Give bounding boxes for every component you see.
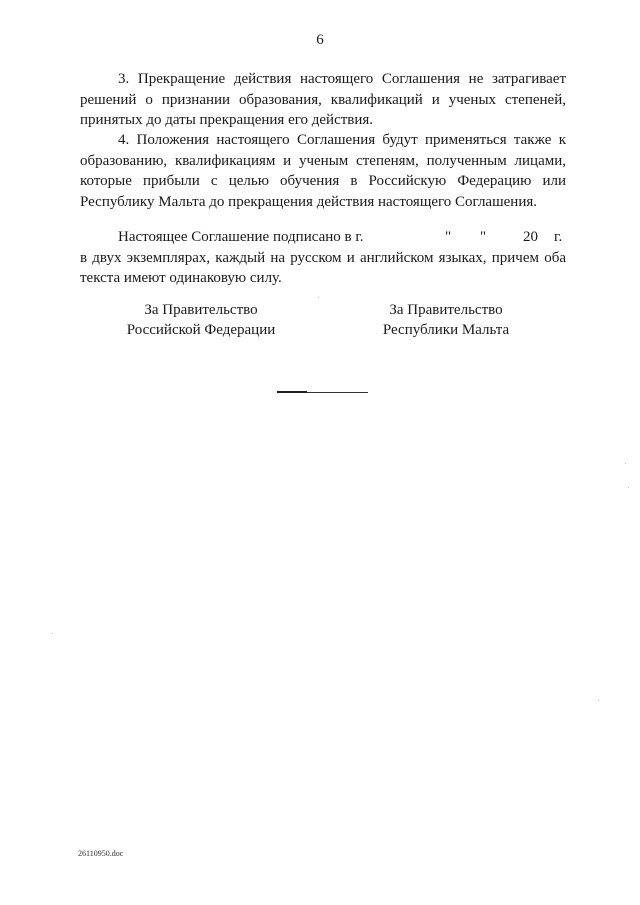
signing-first-line xyxy=(80,227,566,248)
scan-speck xyxy=(52,633,53,634)
date-quote-open: " xyxy=(445,229,452,245)
signing-year: 20 xyxy=(523,229,538,245)
footer-filename: 26110950.doc xyxy=(78,849,124,858)
scan-speck xyxy=(318,297,319,298)
signature-russia-line1: За Правительство xyxy=(144,302,258,318)
signature-malta-line1: За Правительство xyxy=(389,302,503,318)
signing-rest: в двух экземплярах, каждый на русском и английском языках, причем оба текста имеют одинаковую силу. xyxy=(80,249,566,286)
signature-malta-line2: Республики Мальта xyxy=(382,322,510,338)
end-of-text-rule-accent xyxy=(277,391,307,393)
signing-year-suffix: г. xyxy=(554,229,563,245)
signing-clause xyxy=(80,227,566,289)
scan-speck xyxy=(628,487,629,488)
scan-speck xyxy=(625,463,626,464)
date-quote-close: " xyxy=(480,229,487,245)
signature-russia-line2: Российской Федерации xyxy=(126,322,276,338)
scan-speck xyxy=(598,700,599,701)
paragraph-3: 3. Прекращение действия настоящего Соглашения не затрагивает решений о признании образования, квалификаций и ученых степеней, принятых до даты прекращения его действия. xyxy=(80,71,566,128)
page-number: 6 xyxy=(316,32,324,48)
signature-block-russia xyxy=(103,300,299,340)
paragraph-4: 4. Положения настоящего Соглашения будут применяться также к образованию, квалификациям и ученым степеням, полученным лицами, которые прибыли с целью обучения в Российскую Федерацию или Республику Мальта до прекращения действия настоящего Соглашения. xyxy=(80,132,566,210)
signing-intro: Настоящее Соглашение подписано в г. xyxy=(118,229,364,245)
signature-block-malta xyxy=(348,300,544,340)
